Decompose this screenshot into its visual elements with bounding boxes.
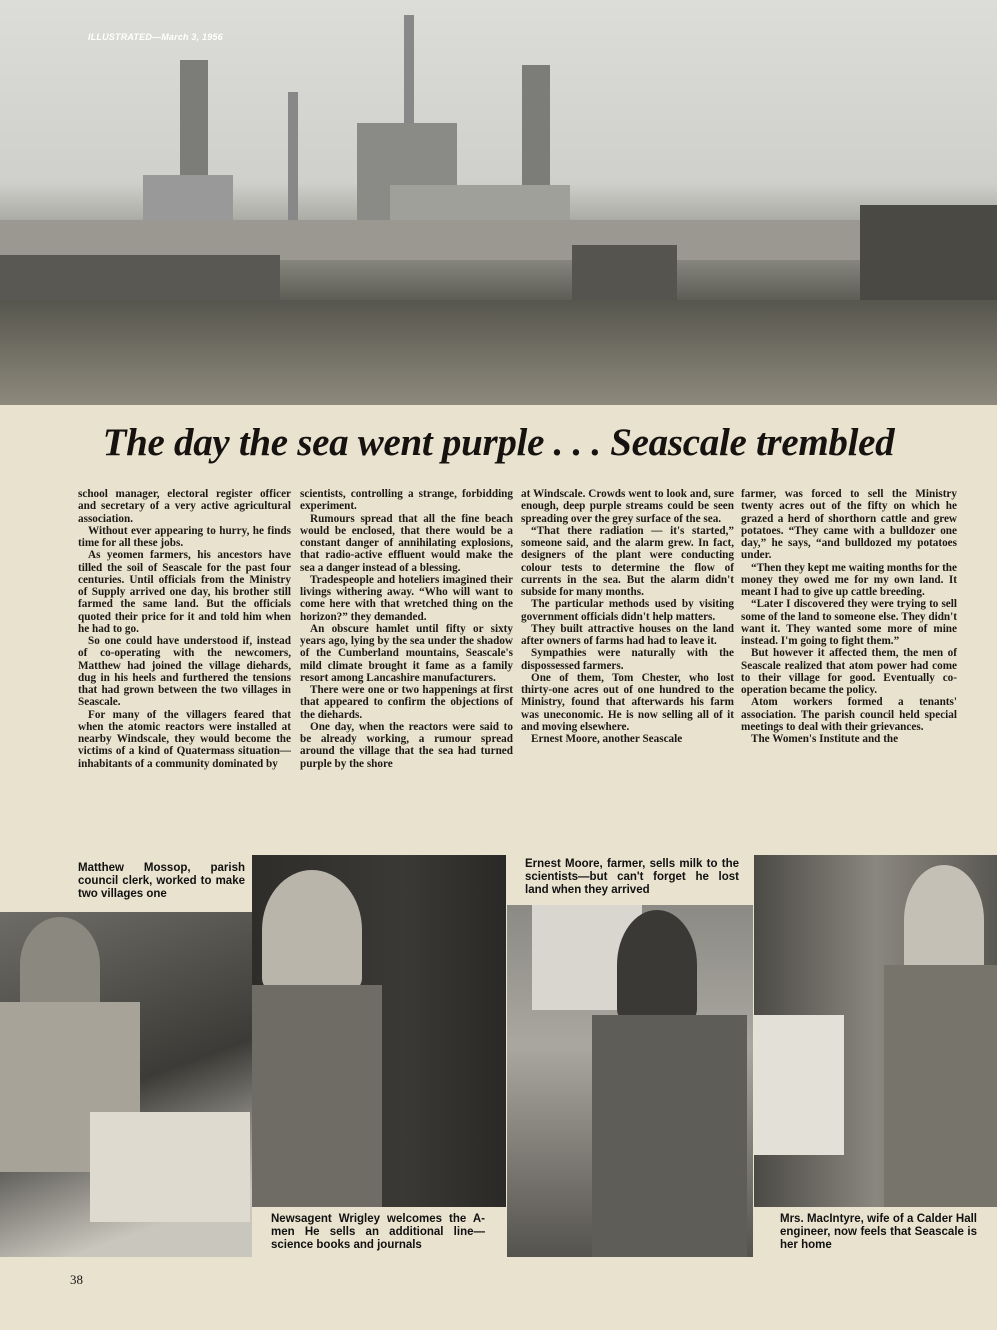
hut: [572, 245, 677, 300]
photo-wrigley: [252, 855, 506, 1207]
buses: [0, 255, 280, 300]
paragraph: Ernest Moore, another Seascale: [531, 733, 683, 745]
paragraph: So one could have understood if, instead of co-operating with the newcomers, Matthew had joined the village diehards, dug in his heels and furthered the tensions that had grown between the two villages in Seascale.: [78, 635, 291, 709]
papers: [90, 1112, 250, 1222]
person-body: [884, 965, 997, 1207]
person-body: [252, 985, 382, 1207]
article-column-2: [300, 488, 513, 770]
headline: The day the sea went purple . . . Seascale trembled: [102, 421, 895, 464]
article-column-3: [521, 488, 734, 745]
paragraph: “Later I discovered they were trying to sell some of the land to someone else. They didn't want it. They wanted some more of mine instead. I'm going to fight them.”: [741, 598, 957, 647]
article-column-4: [741, 488, 957, 745]
paragraph: One day, when the reactors were said to be already working, a rumour spread around the village that the sea had turned purple by the shore: [300, 720, 513, 770]
person-head: [617, 910, 697, 1020]
person-body: [592, 1015, 747, 1257]
magazines: [754, 1015, 844, 1155]
dunes: [0, 300, 997, 405]
paragraph: scientists, controlling a strange, forbidding experiment.: [300, 488, 513, 513]
paragraph: at Windscale. Crowds went to look and, sure enough, deep purple streams could be seen spreading over the grey surface of the sea.: [521, 488, 734, 525]
hut: [860, 205, 997, 305]
paragraph: “Then they kept me waiting months for the money they owed me for my own land. It meant I had to give up cattle breeding.: [741, 561, 957, 598]
paragraph: school manager, electoral register officer and secretary of a very active agricultural association.: [78, 488, 291, 525]
paragraph: The particular methods used by visiting government officials didn't help matters.: [521, 598, 734, 623]
person-head: [904, 865, 984, 975]
caption-macintyre: Mrs. MacIntyre, wife of a Calder Hall engineer, now feels that Seascale is her home: [780, 1213, 977, 1251]
caption-moore: Ernest Moore, farmer, sells milk to the scientists—but can't forget he lost land when they arrived: [525, 858, 739, 896]
hero-photo-calder-hall: [0, 0, 997, 405]
paragraph: There were one or two happenings at first that appeared to confirm the objections of the diehards.: [300, 684, 513, 721]
page-number: 38: [70, 1272, 83, 1287]
paragraph: Sympathies were naturally with the dispossessed farmers.: [521, 647, 734, 672]
paragraph: Without ever appearing to hurry, he finds time for all these jobs.: [78, 524, 291, 549]
photo-macintyre: [754, 855, 997, 1207]
paragraph: “That there radiation — it's started,” someone said, and the alarm grew. In fact, designers of the plant were conducting colour tests to determine the flow of currents in the sea. But the alarm didn't subside for many months.: [521, 524, 734, 598]
photo-moore: [507, 905, 753, 1257]
photo-mossop: [0, 912, 252, 1257]
person-head: [20, 917, 100, 1012]
paragraph: The Women's Institute and the: [751, 733, 899, 745]
paragraph: Rumours spread that all the fine beach would be enclosed, that there would be a constant danger of annihilating explosions, that radio-active effluent would make the sea a danger instead of a blessing.: [300, 512, 513, 574]
article-column-1: [78, 488, 291, 770]
paragraph: As yeomen farmers, his ancestors have tilled the soil of Seascale for the past four centuries. Until officials from the Ministry of Supply arrived one day, his brother still farmed the same land. But the officials quoted their price for it and told him when he had to go.: [78, 549, 291, 635]
paragraph: Atom workers formed a tenants' association. The parish council held special meetings to deal with their grievances.: [741, 696, 957, 733]
building: [143, 175, 233, 225]
chimney: [404, 15, 414, 125]
paragraph: They built attractive houses on the land after owners of farms had had to leave it.: [521, 622, 734, 647]
paragraph: Tradespeople and hoteliers imagined their livings withering away. “Who will want to come here with that wretched thing on the horizon?” they demanded.: [300, 573, 513, 623]
paragraph: For many of the villagers feared that when the atomic reactors were installed at nearby Windscale, they would become the victims of a kind of Quatermass situation—inhabitants of a community dominated by: [78, 708, 291, 770]
building: [390, 185, 570, 225]
paragraph: farmer, was forced to sell the Ministry twenty acres out of the fifty on which he grazed a herd of shorthorn cattle and grew potatoes. “They came with a bulldozer one day,” he says, “and bulldozed my potatoes under.: [741, 488, 957, 562]
paragraph: An obscure hamlet until fifty or sixty years ago, lying by the sea under the shadow of the Cumberland mountains, Seascale's mild climate brought it fame as a family resort among Lancashire manufacturers.: [300, 622, 513, 684]
masthead: ILLUSTRATED—March 3, 1956: [88, 32, 223, 42]
buildings-row: [0, 220, 997, 260]
paragraph: One of them, Tom Chester, who lost thirty-one acres out of one hundred to the Ministry, found that afterwards his farm was uneconomic. He is now selling all of it and moving elsewhere.: [521, 671, 734, 733]
chimney: [288, 92, 298, 222]
caption-wrigley: Newsagent Wrigley welcomes the A-men He sells an additional line—science books and journals: [271, 1213, 485, 1251]
person-head: [262, 870, 362, 990]
paragraph: But however it affected them, the men of Seascale realized that atom power had come to their village for good. Eventually co-operation became the policy.: [741, 647, 957, 696]
caption-mossop: Matthew Mossop, parish council clerk, worked to make two villages one: [78, 862, 245, 900]
